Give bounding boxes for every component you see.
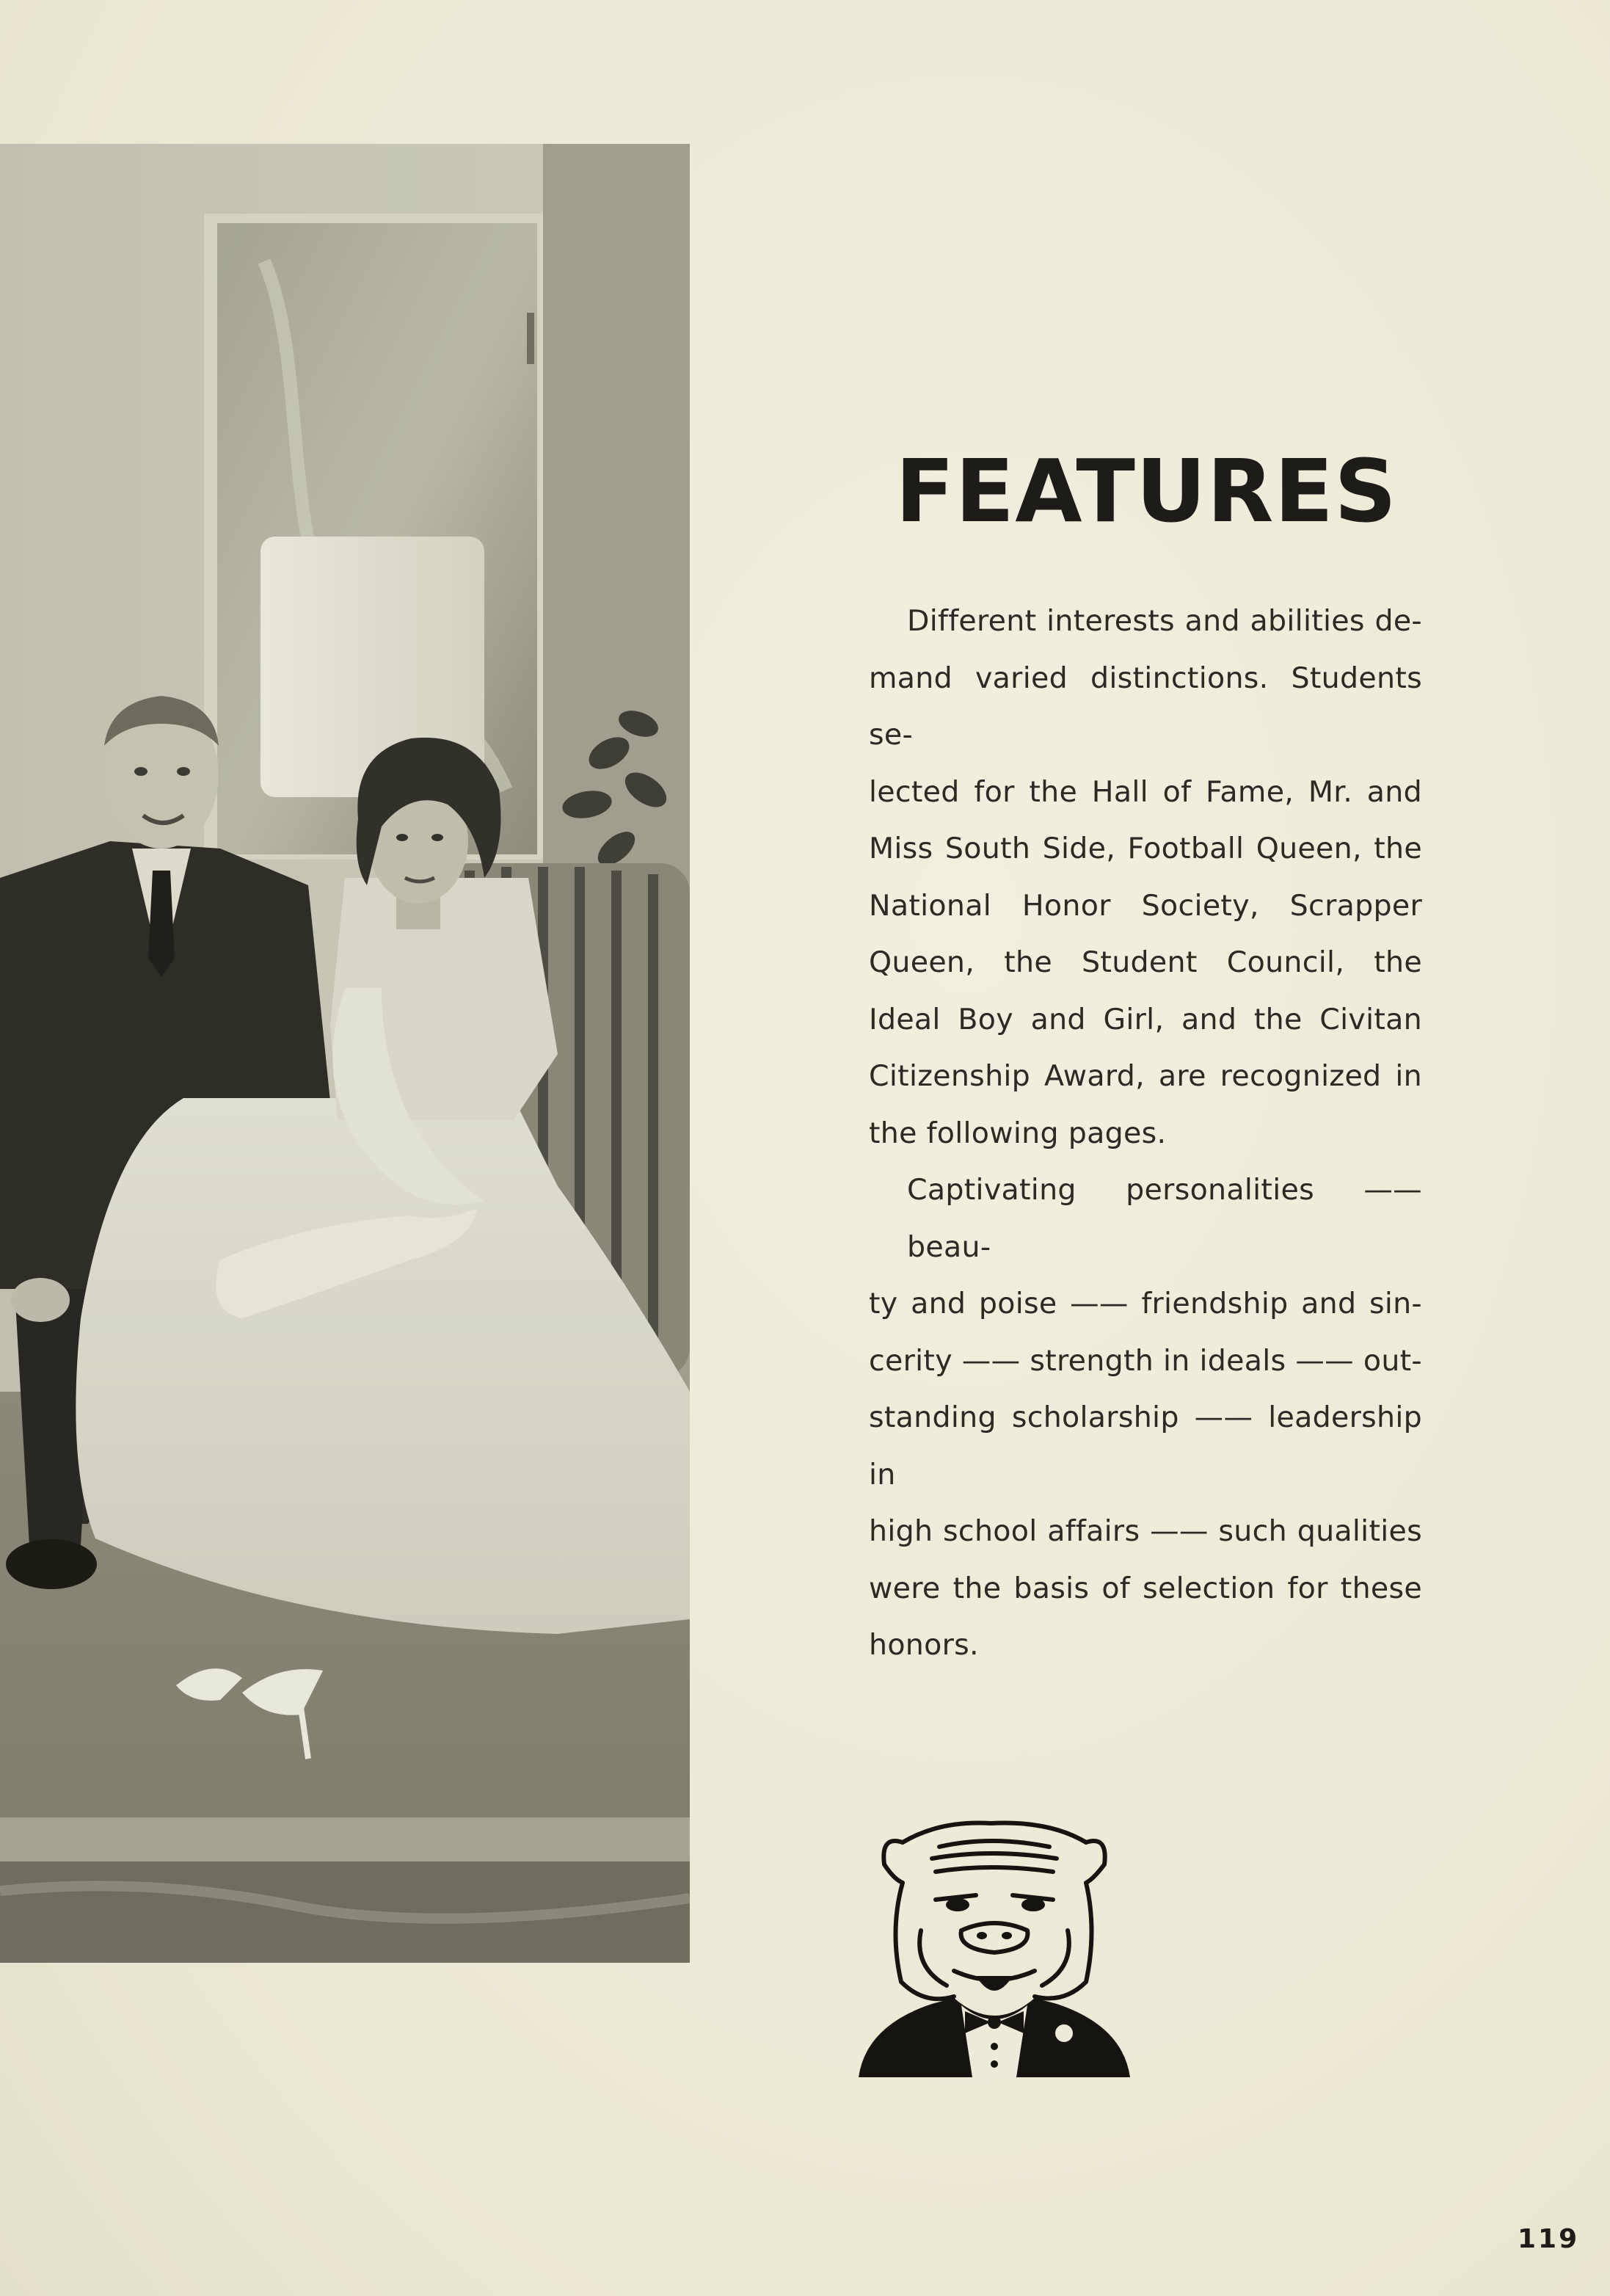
text-line: mand varied distinctions. Students se- bbox=[869, 661, 1422, 752]
text-line: lected for the Hall of Fame, Mr. and bbox=[869, 774, 1422, 809]
text-line: standing scholarship —— leadership in bbox=[869, 1401, 1422, 1492]
paragraph-intro bbox=[869, 593, 1422, 1162]
text-line: National Honor Society, Scrapper bbox=[869, 888, 1422, 923]
text-line: cerity —— strength in ideals —— out- bbox=[869, 1343, 1422, 1378]
text-line: Different interests and abilities de- bbox=[907, 604, 1422, 638]
text-line: Captivating personalities —— beau- bbox=[907, 1173, 1422, 1264]
text-line: honors. bbox=[869, 1628, 979, 1662]
paragraph-qualities bbox=[869, 1162, 1422, 1674]
bulldog-mascot-icon bbox=[844, 1813, 1145, 2085]
couple-photograph bbox=[0, 144, 690, 1963]
text-line: were the basis of selection for these bbox=[869, 1571, 1422, 1605]
text-line: Miss South Side, Football Queen, the bbox=[869, 832, 1422, 865]
text-line: the following pages. bbox=[869, 1116, 1167, 1150]
text-line: ty and poise —— friendship and sin- bbox=[869, 1287, 1422, 1320]
text-line: high school affairs —— such qualities bbox=[869, 1514, 1422, 1548]
text-line: Ideal Boy and Girl, and the Civitan bbox=[869, 1002, 1422, 1036]
page-number: 119 bbox=[1518, 2224, 1580, 2254]
text-line: Citizenship Award, are recognized in bbox=[869, 1059, 1422, 1093]
text-line: Queen, the Student Council, the bbox=[869, 945, 1422, 979]
page-title: FEATURES bbox=[895, 440, 1398, 542]
feature-description bbox=[869, 593, 1422, 1674]
